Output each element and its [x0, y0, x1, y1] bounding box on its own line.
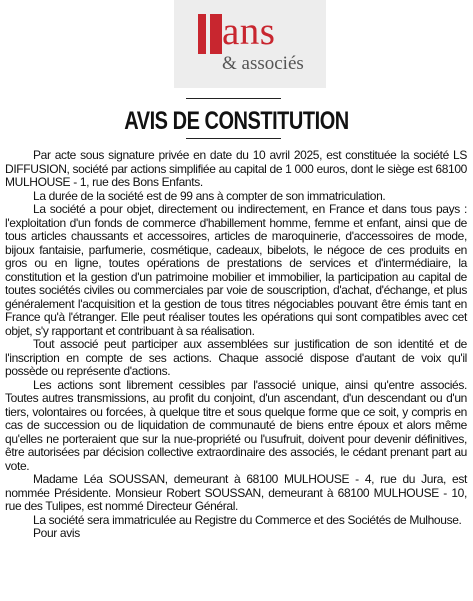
paragraph-closing: Pour avis [33, 526, 80, 540]
logo-name: ans [222, 10, 276, 53]
hans-associes-logo [174, 0, 326, 88]
notice-body [5, 149, 467, 541]
paragraph-officers: Madame Léa SOUSSAN, demeurant à 68100 MULHOUSE - 4, rue du Jura, est nommée Présidente. Monsieur Robert SOUSSAN, demeurant à 68100 MULHOUSE - 10, rue des Tulipes, est nommé Directeur Général. [5, 472, 467, 513]
title-rule-bottom [186, 138, 281, 139]
paragraph-assemblies: Tout associé peut participer aux assemblées sur justification de son identité et de l'inscription en compte de ses actions. Chaque associé dispose d'autant de voix qu'il possède ou représente d'actions. [5, 337, 467, 378]
title-rule-top [186, 98, 281, 99]
logo-subtitle: & associés [222, 53, 304, 74]
paragraph-company: Par acte sous signature privée en date du 10 avril 2025, est constituée la société LS DIFFUSION, société par actions simplifiée au capital de 1 000 euros, dont le siège est 68100 MULHOUSE - 1, rue des Bons Enfants. [5, 148, 467, 189]
notice-title: AVIS DE CONSTITUTION [124, 107, 349, 135]
paragraph-purpose: La société a pour objet, directement ou indirectement, en France et dans tous pays : l'exploitation d'un fonds de commerce d'habillement homme, femme et enfant, ainsi que de tous articles chaussants et accessoires, articles de maroquinerie, d'accessoires de mode, bijoux fantaisie, parfumerie, cosmétique, cadeaux, bibelots, le négoce de ces produits en gros ou en ligne, toutes opérations de prestations de services et d'intermédiaire, la constitution et la gestion d'un patrimoine mobilier et immobilier, la participation au capital de toutes sociétés civiles ou commerciales par voie de souscription, d'achat, d'échange, et plus généralement l'acquisition et la gestion de tous titres négociables pouvant être émis tant en France qu'à l'étranger. Elle peut réaliser toutes les opérations qui sont compatibles avec cet objet, s'y rapportant et contribuant à sa réalisation. [5, 202, 467, 338]
logo-h-mark-icon [198, 14, 222, 54]
paragraph-registration: La société sera immatriculée au Registre du Commerce et des Sociétés de Mulhouse. [33, 512, 462, 527]
paragraph-duration: La durée de la société est de 99 ans à compter de son immatriculation. [33, 188, 386, 203]
paragraph-shares: Les actions sont librement cessibles par l'associé unique, ainsi qu'entre associés. Toutes autres transmissions, au profit du conjoint, d'un ascendant, d'un descendant ou d'un tiers, volontaires ou forcées, à quelque titre et sous quelque forme que ce soit, y compris en cas de succession ou de liquidation de communauté de biens entre époux et alors même qu'elles ne porteraient que sur la nue-propriété ou l'usufruit, doivent pour devenir définitives, être autorisées par décision collective extraordinaire des associés, le cédant prenant part au vote. [5, 377, 467, 473]
